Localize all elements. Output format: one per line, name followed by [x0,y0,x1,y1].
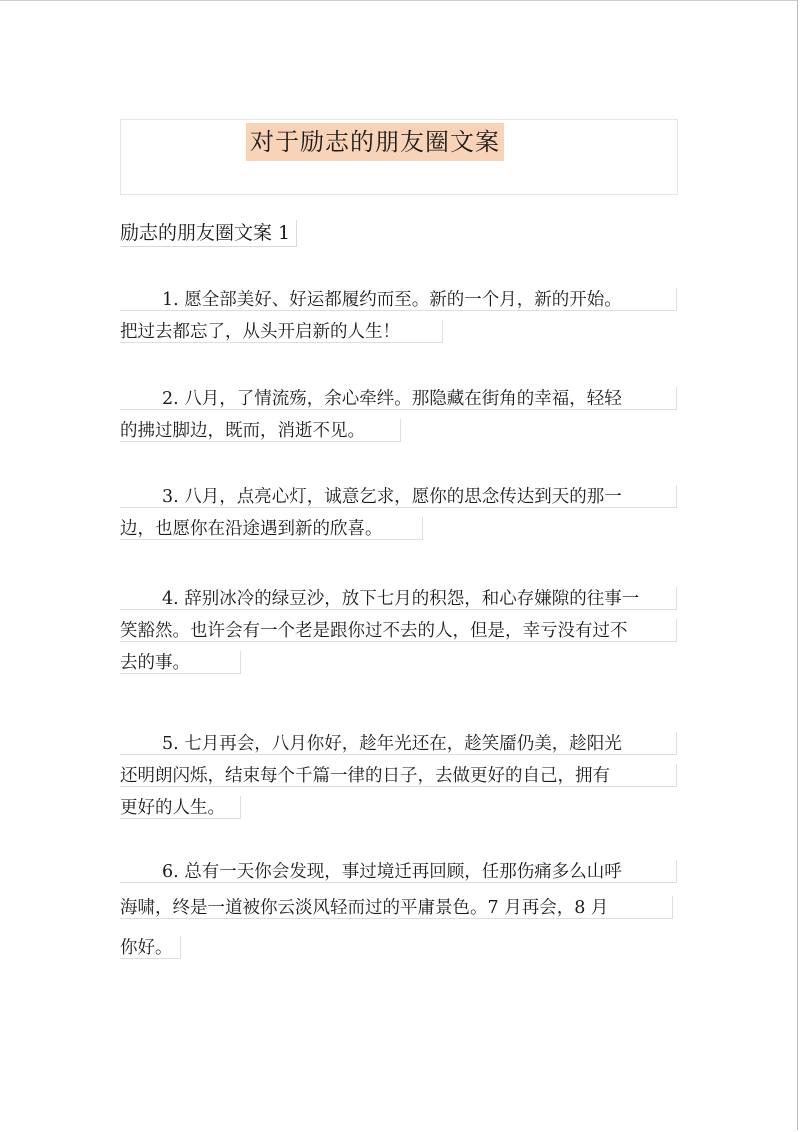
paragraph-line: 你好。 [120,928,680,968]
paragraph-line: 4. 辞别冰冷的绿豆沙，放下七月的积怨，和心存嫌隙的往事一 [120,583,680,615]
paragraph-line: 去的事。 [120,647,680,679]
paragraph-line: 的拂过脚边，既而，消逝不见。 [120,415,680,447]
paragraph-line: 更好的人生。 [120,792,680,824]
paragraph-line: 6. 总有一天你会发现，事过境迁再回顾，任那伤痛多么山呼 [120,856,680,888]
document-title: 对于励志的朋友圈文案 [246,123,504,161]
paragraph-line: 海啸，终是一道被你云淡风轻而过的平庸景色。7 月再会，8 月 [120,888,680,928]
paragraph-line: 边，也愿你在沿途遇到新的欣喜。 [120,513,680,545]
paragraph-line: 1. 愿全部美好、好运都履约而至。新的一个月，新的开始。 [120,284,680,316]
paragraph-line: 把过去都忘了，从头开启新的人生！ [120,316,680,348]
paragraph-line: 3. 八月，点亮心灯，诚意乞求，愿你的思念传达到天的那一 [120,481,680,513]
paragraph-3 [120,481,680,545]
paragraph-6 [120,856,680,968]
paragraph-line: 笑豁然。也许会有一个老是跟你过不去的人，但是，幸亏没有过不 [120,615,680,647]
paragraph-2 [120,383,680,447]
paragraph-line: 还明朗闪烁，结束每个千篇一律的日子，去做更好的自己，拥有 [120,760,680,792]
paragraph-4 [120,583,680,679]
paragraph-1 [120,284,680,348]
section-heading: 励志的朋友圈文案 1 [120,220,297,247]
paragraph-line: 2. 八月，了情流殇，余心牵绊。那隐藏在街角的幸福，轻轻 [120,383,680,415]
paragraph-5 [120,728,680,824]
paragraph-line: 5. 七月再会，八月你好，趁年光还在，趁笑靥仍美，趁阳光 [120,728,680,760]
